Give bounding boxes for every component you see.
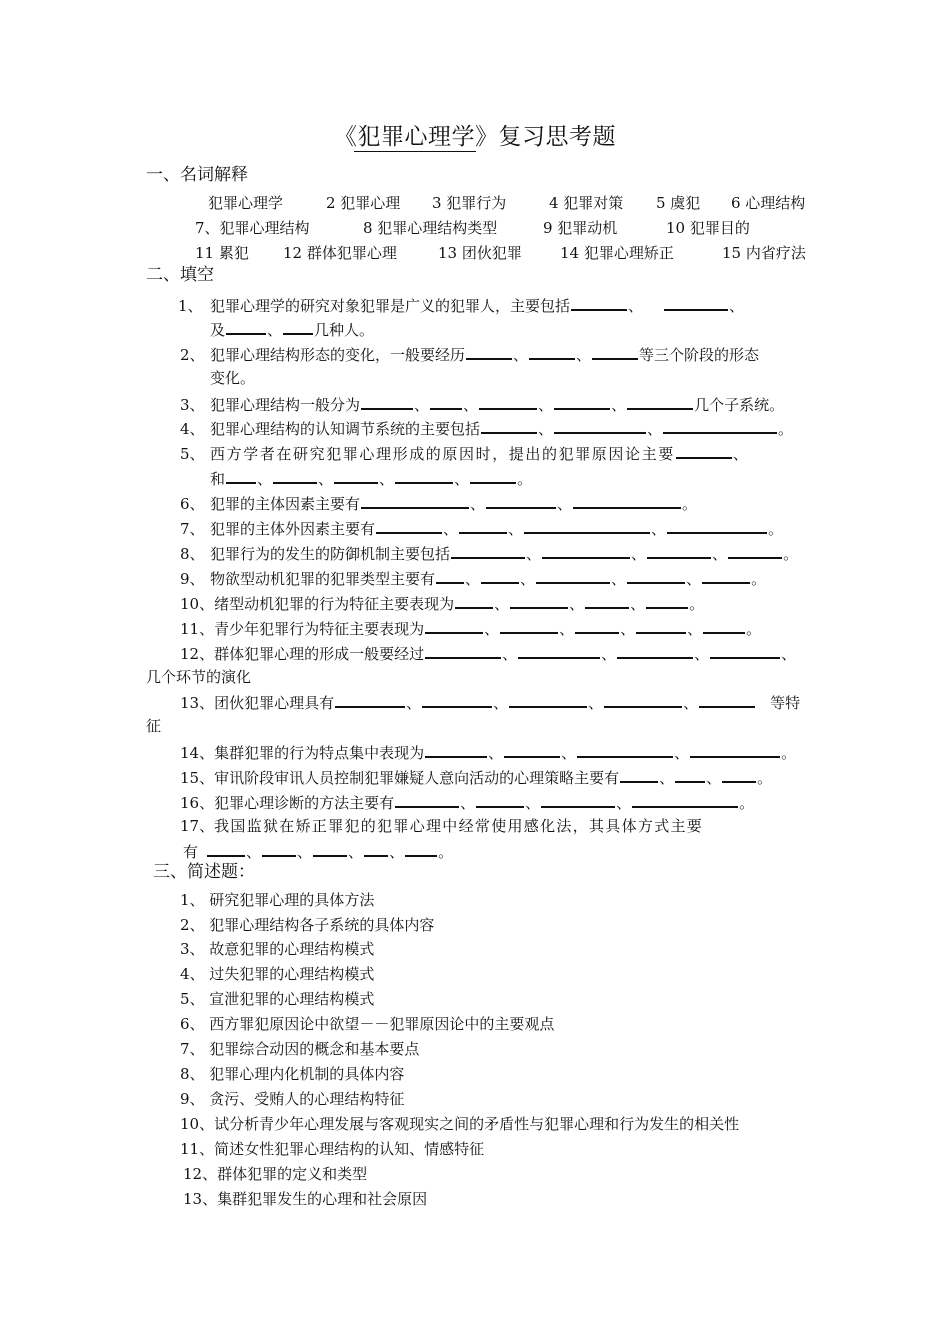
page-title: 《犯罪心理学》复习思考题 — [334, 124, 616, 150]
question-number: 10、 — [180, 595, 215, 613]
term: 5 虞犯 — [656, 194, 701, 212]
list-item: 9、 贪污、受贿人的心理结构特征 — [180, 1090, 405, 1108]
answer-blank[interactable] — [479, 393, 537, 410]
question-4: 4、 犯罪心理结构的认知调节系统的主要包括 、 、 。 — [180, 417, 793, 439]
question-6: 6、 犯罪的主体因素主要有 、 、 。 — [180, 492, 697, 514]
answer-blank[interactable] — [529, 343, 575, 360]
question-14: 14、集群犯罪的行为特点集中表现为 、 、 、 。 — [180, 741, 796, 763]
answer-blank[interactable] — [573, 492, 681, 509]
answer-blank[interactable] — [542, 542, 630, 559]
question-number: 16、 — [180, 794, 215, 812]
question-text: 犯罪的主体因素主要有 — [210, 495, 361, 513]
title-underline — [354, 151, 476, 152]
term: 10 犯罪目的 — [666, 219, 750, 237]
question-text: 集群犯罪的行为特点集中表现为 — [214, 744, 425, 762]
answer-blank[interactable] — [335, 691, 405, 708]
question-text: 群体犯罪心理的形成一般要经过 — [214, 645, 425, 663]
question-5: 5、 西方学者在研究犯罪心理形成的原因时，提出的犯罪原因论主要 、 — [180, 442, 748, 464]
answer-blank[interactable] — [710, 642, 780, 659]
question-text: 等三个阶段的形态 — [639, 346, 760, 364]
question-text: 审讯阶段审讯人员控制犯罪嫌疑人意向活动的心理策略主要有 — [214, 769, 620, 787]
answer-blank[interactable] — [395, 791, 459, 808]
terms-row-3 — [195, 243, 806, 263]
answer-blank[interactable] — [395, 467, 453, 484]
answer-blank[interactable] — [728, 542, 782, 559]
question-12: 12、群体犯罪心理的形成一般要经过 、 、 、 、 — [180, 642, 796, 664]
answer-blank[interactable] — [504, 741, 560, 758]
answer-blank[interactable] — [667, 517, 767, 534]
question-10: 10、绪型动机犯罪的行为特征主要表现为 、 、 、 。 — [180, 592, 704, 614]
answer-blank[interactable] — [334, 467, 378, 484]
answer-blank[interactable] — [459, 517, 507, 534]
question-text: 绪型动机犯罪的行为特征主要表现为 — [214, 595, 455, 613]
answer-blank[interactable] — [466, 343, 512, 360]
answer-blank[interactable] — [646, 592, 688, 609]
list-item: 8、 犯罪心理内化机制的具体内容 — [180, 1065, 405, 1083]
question-number: 11、 — [180, 620, 215, 638]
question-number: 6、 — [180, 495, 205, 513]
list-item: 12、群体犯罪的定义和类型 — [183, 1165, 368, 1183]
question-2-cont: 变化。 — [210, 369, 256, 387]
question-8: 8、 犯罪行为的发生的防御机制主要包括 、 、 、 。 — [180, 542, 798, 564]
answer-blank[interactable] — [476, 791, 524, 808]
answer-blank[interactable] — [481, 417, 537, 434]
question-text: 及 — [210, 321, 226, 339]
question-text: 我国监狱在矫正罪犯的犯罪心理中经常使用感化法，其具体方式主要 — [214, 817, 704, 835]
section1-heading: 一、名词解释 — [146, 165, 248, 185]
terms-row-1 — [208, 193, 805, 213]
list-item: 1、 研究犯罪心理的具体方法 — [180, 891, 375, 909]
question-12-cont: 几个环节的演化 — [146, 668, 252, 686]
answer-blank[interactable] — [620, 766, 658, 783]
answer-blank[interactable] — [554, 393, 610, 410]
answer-blank[interactable] — [425, 617, 483, 634]
answer-blank[interactable] — [541, 791, 615, 808]
answer-blank[interactable] — [702, 567, 750, 584]
answer-blank[interactable] — [627, 567, 685, 584]
question-number: 13、 — [180, 694, 215, 712]
answer-blank[interactable] — [690, 741, 780, 758]
answer-blank[interactable] — [226, 467, 256, 484]
question-number: 2、 — [180, 346, 205, 364]
answer-blank[interactable] — [361, 492, 469, 509]
answer-blank[interactable] — [632, 791, 738, 808]
answer-blank[interactable] — [722, 766, 756, 783]
question-text: 等特 — [770, 694, 801, 712]
question-text: 团伙犯罪心理具有 — [214, 694, 335, 712]
list-item: 7、 犯罪综合动因的概念和基本要点 — [180, 1040, 420, 1058]
answer-blank[interactable] — [405, 840, 437, 857]
answer-blank[interactable] — [604, 691, 682, 708]
question-9: 9、 物欲型动机犯罪的犯罪类型主要有 、 、 、 、 。 — [180, 567, 766, 589]
question-number: 9、 — [180, 570, 205, 588]
answer-blank[interactable] — [518, 642, 600, 659]
question-7: 7、 犯罪的主体外因素主要有 、 、 、 。 — [180, 517, 783, 539]
question-text: 犯罪心理结构的认知调节系统的主要包括 — [210, 420, 481, 438]
question-text: 西方学者在研究犯罪心理形成的原因时，提出的犯罪原因论主要 — [210, 445, 675, 463]
question-text: 和 — [210, 470, 226, 488]
answer-blank[interactable] — [554, 417, 646, 434]
question-number: 14、 — [180, 744, 215, 762]
term: 15 内省疗法 — [722, 244, 806, 262]
separator: 、 — [267, 321, 283, 339]
question-17-cont: 有 、 、 、 、 。 — [183, 840, 453, 862]
answer-blank[interactable] — [575, 617, 619, 634]
answer-blank[interactable] — [273, 467, 317, 484]
list-item: 10、试分析青少年心理发展与客观现实之间的矛盾性与犯罪心理和行为发生的相关性 — [180, 1115, 740, 1133]
question-text: 犯罪心理诊断的方法主要有 — [214, 794, 395, 812]
answer-blank[interactable] — [536, 567, 610, 584]
term: 14 犯罪心理矫正 — [560, 244, 674, 262]
answer-blank[interactable] — [207, 840, 245, 857]
question-16: 16、犯罪心理诊断的方法主要有 、 、 、 。 — [180, 791, 754, 813]
answer-blank[interactable] — [486, 492, 556, 509]
answer-blank[interactable] — [425, 642, 501, 659]
term: 13 团伙犯罪 — [438, 244, 522, 262]
answer-blank[interactable] — [617, 642, 693, 659]
answer-blank[interactable] — [703, 617, 745, 634]
question-number: 5、 — [180, 445, 205, 463]
answer-blank[interactable] — [699, 691, 755, 708]
answer-blank[interactable] — [500, 617, 558, 634]
answer-blank[interactable] — [262, 840, 296, 857]
terms-row-2 — [195, 218, 750, 238]
question-5-cont: 和 、 、 、 、 。 — [210, 467, 532, 489]
question-11: 11、青少年犯罪行为特征主要表现为 、 、 、 、 。 — [180, 617, 761, 639]
answer-blank[interactable] — [636, 617, 686, 634]
question-number: 7、 — [180, 520, 205, 538]
term: 12 群体犯罪心理 — [283, 244, 397, 262]
section3-heading: 三、简述题： — [153, 862, 255, 882]
answer-blank[interactable] — [430, 393, 462, 410]
list-item: 5、 宣泄犯罪的心理结构模式 — [180, 990, 375, 1008]
answer-blank[interactable] — [585, 592, 629, 609]
question-13-cont: 征 — [146, 717, 162, 735]
question-3: 3、 犯罪心理结构一般分为 、 、 、 、 几个子系统。 — [180, 393, 784, 415]
question-text: 有 — [183, 843, 199, 861]
question-number: 1、 — [178, 297, 203, 315]
answer-blank[interactable] — [647, 542, 711, 559]
question-1 — [178, 294, 744, 316]
question-2: 2、 犯罪心理结构形态的变化，一般要经历 、 、 等三个阶段的形态 — [180, 343, 759, 365]
answer-blank[interactable] — [481, 567, 519, 584]
question-text: 犯罪心理学的研究对象犯罪是广义的犯罪人，主要包括 — [210, 297, 571, 315]
answer-blank[interactable] — [676, 442, 732, 459]
term: 9 犯罪动机 — [543, 219, 618, 237]
answer-blank[interactable] — [470, 467, 516, 484]
separator: 、 — [729, 297, 745, 315]
term: 6 心理结构 — [731, 194, 806, 212]
answer-blank[interactable] — [627, 393, 693, 410]
answer-blank[interactable] — [313, 840, 347, 857]
answer-blank[interactable] — [376, 517, 442, 534]
list-item: 6、 西方罪犯原因论中欲望－－犯罪原因论中的主要观点 — [180, 1015, 555, 1033]
question-13: 13、团伙犯罪心理具有 、 、 、 、 等特 — [180, 691, 800, 713]
question-number: 17、 — [180, 817, 215, 835]
term: 犯罪心理学 — [208, 194, 284, 212]
answer-blank[interactable] — [425, 741, 487, 758]
question-number: 8、 — [180, 545, 205, 563]
term: 4 犯罪对策 — [549, 194, 624, 212]
term: 3 犯罪行为 — [432, 194, 507, 212]
question-number: 15、 — [180, 769, 215, 787]
list-item: 11、简述女性犯罪心理结构的认知、情感特征 — [180, 1140, 485, 1158]
question-text: 犯罪心理结构一般分为 — [210, 396, 361, 414]
term: 7、犯罪心理结构 — [195, 219, 310, 237]
list-item: 4、 过失犯罪的心理结构模式 — [180, 965, 375, 983]
term: 11 累犯 — [195, 244, 249, 262]
question-number: 3、 — [180, 396, 205, 414]
answer-blank[interactable] — [455, 592, 493, 609]
question-text: 青少年犯罪行为特征主要表现为 — [214, 620, 425, 638]
list-item: 2、 犯罪心理结构各子系统的具体内容 — [180, 916, 435, 934]
question-text: 犯罪的主体外因素主要有 — [210, 520, 376, 538]
answer-blank[interactable] — [451, 542, 525, 559]
question-text: 物欲型动机犯罪的犯罪类型主要有 — [210, 570, 436, 588]
answer-blank[interactable] — [509, 691, 587, 708]
answer-blank[interactable] — [364, 840, 388, 857]
answer-blank[interactable] — [663, 417, 777, 434]
answer-blank[interactable] — [592, 343, 638, 360]
answer-blank[interactable] — [361, 393, 413, 410]
question-text: 犯罪心理结构形态的变化，一般要经历 — [210, 346, 466, 364]
answer-blank[interactable] — [675, 766, 705, 783]
question-15: 15、审讯阶段审讯人员控制犯罪嫌疑人意向活动的心理策略主要有 、 、 。 — [180, 766, 772, 788]
question-1-cont — [210, 318, 374, 340]
answer-blank[interactable] — [283, 318, 313, 335]
question-17 — [180, 816, 703, 836]
answer-blank[interactable] — [577, 741, 673, 758]
answer-blank[interactable] — [510, 592, 568, 609]
answer-blank[interactable] — [664, 294, 728, 311]
term: 8 犯罪心理结构类型 — [363, 219, 498, 237]
section2-heading: 二、填空 — [146, 265, 214, 285]
answer-blank[interactable] — [422, 691, 492, 708]
question-text: 几个子系统。 — [694, 396, 785, 414]
answer-blank[interactable] — [226, 318, 266, 335]
list-item: 3、 故意犯罪的心理结构模式 — [180, 940, 375, 958]
list-item: 13、集群犯罪发生的心理和社会原因 — [183, 1190, 428, 1208]
question-text: 几种人。 — [314, 321, 375, 339]
separator: 、 — [628, 297, 644, 315]
term: 2 犯罪心理 — [326, 194, 401, 212]
question-number: 4、 — [180, 420, 205, 438]
answer-blank[interactable] — [436, 567, 464, 584]
question-text: 犯罪行为的发生的防御机制主要包括 — [210, 545, 451, 563]
question-number: 12、 — [180, 645, 215, 663]
answer-blank[interactable] — [571, 294, 627, 311]
answer-blank[interactable] — [524, 517, 650, 534]
